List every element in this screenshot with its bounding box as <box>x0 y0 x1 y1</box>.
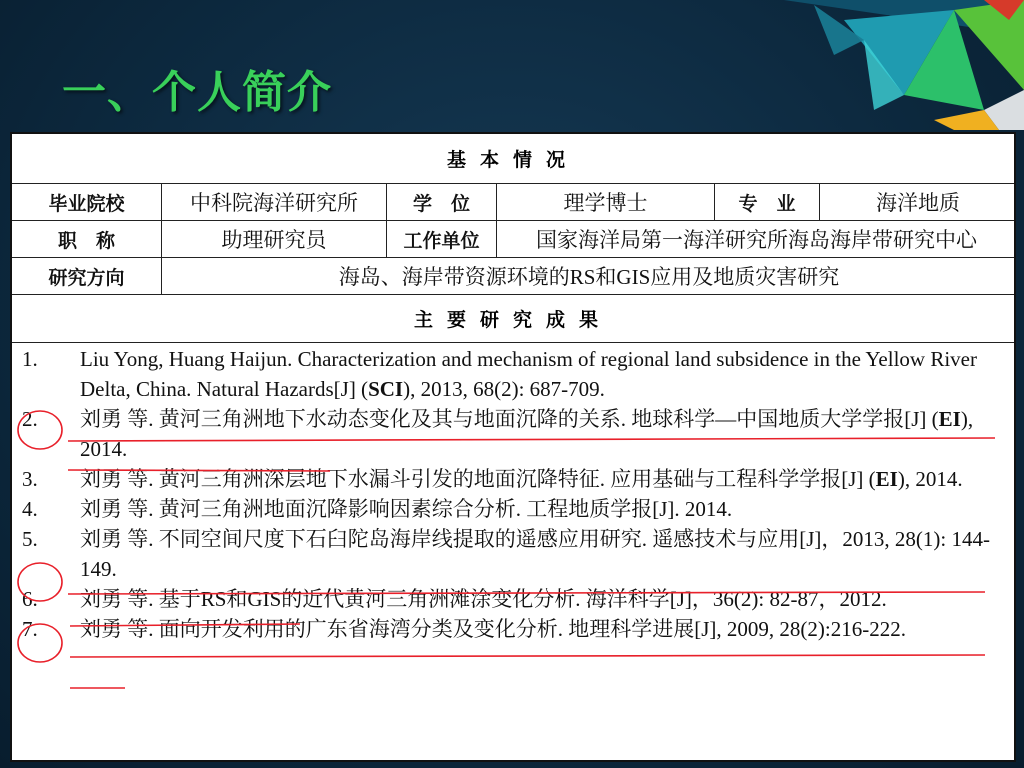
publication-citation: 刘勇 等. 不同空间尺度下石臼陀岛海岸线提取的遥感应用研究. 遥感技术与应用[J]，2013, 28(1): 144-149. <box>80 527 990 581</box>
publication-text <box>80 584 998 614</box>
publication-citation-tail: ), 2014. <box>897 467 963 491</box>
publication-text <box>80 524 998 584</box>
publication-number: 3. <box>22 467 38 491</box>
publication-number: 5. <box>22 527 38 551</box>
info-row-school <box>12 184 1014 221</box>
degree-label: 学 位 <box>387 184 497 220</box>
publication-index-tag: EI <box>938 407 961 431</box>
publication-citation: 刘勇 等. 黄河三角洲地下水动态变化及其与地面沉降的关系. 地球科学—中国地质大学学报[J] ( <box>80 407 939 431</box>
research-label: 研究方向 <box>12 258 162 294</box>
publication-item <box>12 344 1014 404</box>
research-value: 海岛、海岸带资源环境的RS和GIS应用及地质灾害研究 <box>338 265 840 289</box>
publication-text <box>80 614 998 644</box>
info-row-title <box>12 221 1014 258</box>
publication-text <box>80 344 998 404</box>
major-value: 海洋地质 <box>876 191 960 215</box>
workplace-label: 工作单位 <box>387 221 497 257</box>
publication-item <box>12 524 1014 584</box>
decorative-triangles <box>754 0 1024 130</box>
basic-info-header: 基本情况 <box>446 149 579 171</box>
publication-item <box>12 494 1014 524</box>
workplace-value: 国家海洋局第一海洋研究所海岛海岸带研究中心 <box>536 228 977 252</box>
publication-list <box>12 344 1014 644</box>
publication-text <box>80 464 998 494</box>
publication-citation: Liu Yong, Huang Haijun. Characterization and mechanism of regional land subsidence in the Yellow River Delta, China. Natural Hazards[J] ( <box>80 347 977 401</box>
publication-index-tag: EI <box>875 467 898 491</box>
results-header-row <box>12 295 1014 343</box>
publication-index-tag: SCI <box>368 377 404 401</box>
info-row-research <box>12 258 1014 295</box>
results-header: 主要研究成果 <box>413 309 612 331</box>
basic-info-header-row <box>12 134 1014 184</box>
publication-text <box>80 494 998 524</box>
publication-item <box>12 584 1014 614</box>
publication-number: 7. <box>22 617 38 641</box>
profile-panel <box>10 132 1016 762</box>
job-title-label: 职 称 <box>12 221 162 257</box>
school-label: 毕业院校 <box>12 184 162 220</box>
publication-citation-tail: ), 2013, 68(2): 687-709. <box>403 377 605 401</box>
publication-citation: 刘勇 等. 黄河三角洲深层地下水漏斗引发的地面沉降特征. 应用基础与工程科学学报[J] ( <box>80 467 876 491</box>
degree-value: 理学博士 <box>497 184 715 220</box>
publication-citation: 刘勇 等. 黄河三角洲地面沉降影响因素综合分析. 工程地质学报[J]. 2014. <box>80 497 733 521</box>
publication-item <box>12 614 1014 644</box>
publication-number: 4. <box>22 497 38 521</box>
publication-text <box>80 404 998 464</box>
job-title-value: 助理研究员 <box>162 221 387 257</box>
major-label: 专 业 <box>715 184 820 220</box>
page-title: 一、个人简介 <box>62 67 332 118</box>
school-value: 中科院海洋研究所 <box>162 184 387 220</box>
publication-number: 6. <box>22 587 38 611</box>
publication-citation: 刘勇 等. 面向开发利用的广东省海湾分类及变化分析. 地理科学进展[J], 2009, 28(2):216-222. <box>80 617 906 641</box>
publication-citation-tail: ), 2014. <box>80 407 974 461</box>
publication-citation: 刘勇 等. 基于RS和GIS的近代黄河三角洲滩涂变化分析. 海洋科学[J]，36(2): 82-87，2012. <box>80 587 887 611</box>
publication-item <box>12 404 1014 464</box>
publication-number: 2. <box>22 407 38 431</box>
publication-number: 1. <box>22 347 38 371</box>
publication-item <box>12 464 1014 494</box>
